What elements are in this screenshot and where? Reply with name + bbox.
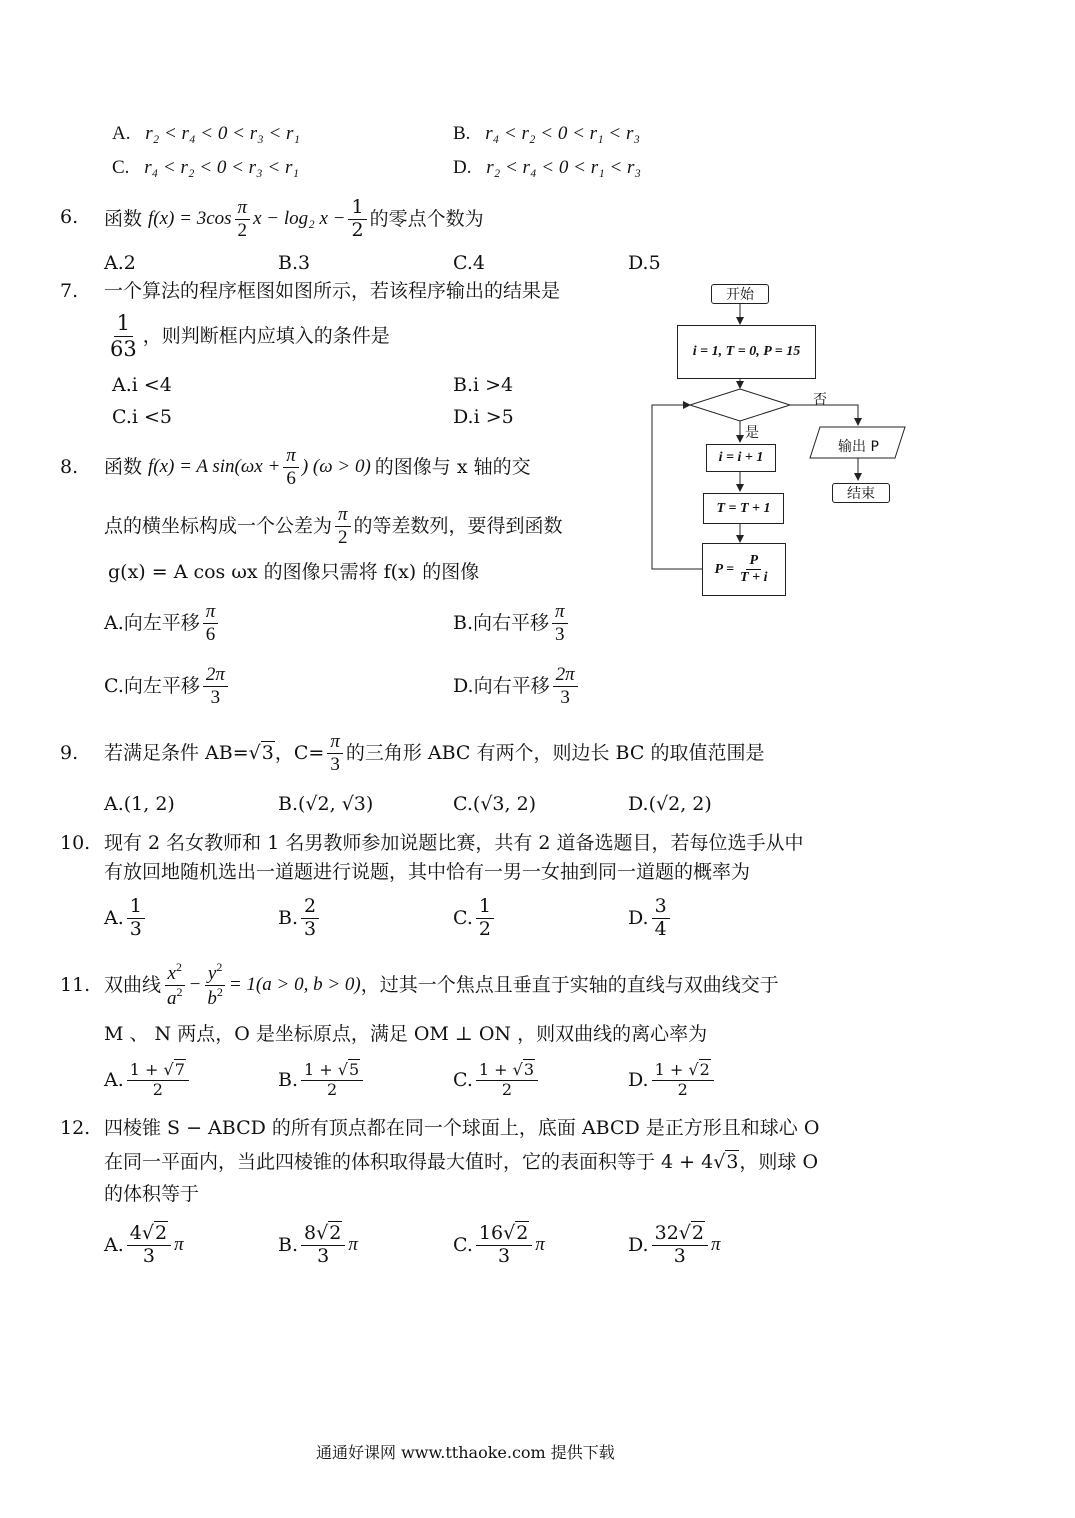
q11-number: 11.: [60, 974, 91, 996]
q12-opt-b-n: 8√2: [301, 1223, 345, 1246]
q11-opt-b-label: B.: [278, 1069, 299, 1091]
q8-opt-a-frac: [203, 601, 219, 646]
q6-two2: 2: [351, 218, 364, 241]
q11-opt-b-one: 1 +: [304, 1060, 338, 1080]
q8-expr: f(x) = A sin(ωx +: [148, 456, 281, 477]
q6-frac-half: [348, 197, 366, 242]
q10-option-b: [278, 890, 322, 946]
q8-option-c: [104, 659, 231, 713]
q12-line2: 在同一平面内，当此四棱锥的体积取得最大值时，它的表面积等于 4 + 4√3，则球 O: [104, 1151, 819, 1173]
q5-c-label: C.: [112, 157, 130, 178]
q11-opt-c-label: C.: [453, 1069, 473, 1091]
q5-b-text: r₄ < r₂ < 0 < r₁ < r₃: [485, 123, 640, 144]
q6-expr2: x − log₂ x −: [253, 208, 346, 229]
q11-b2: $b^2$: [207, 984, 223, 1009]
flow-step-p-d: T + i: [740, 570, 768, 585]
q8-cond: ) (ω > 0): [301, 456, 371, 477]
q9-root: √3: [248, 742, 274, 764]
q11-opt-a-root: 7: [174, 1060, 185, 1080]
q11-frac-x: [164, 961, 186, 1010]
q5-option-d: [453, 156, 641, 180]
q6-one: 1: [348, 197, 366, 220]
q10-opt-c-d: 2: [478, 917, 491, 940]
q12-opt-d-label: D.: [628, 1234, 649, 1256]
q5-a-label: A.: [112, 123, 131, 144]
q12-line2b: ，则球 O: [739, 1151, 819, 1173]
q10-opt-c-n: 1: [476, 896, 494, 919]
q10-opt-b-label: B.: [278, 907, 299, 929]
q8-option-a: [104, 596, 221, 650]
q8-opt-b-n: π: [552, 601, 568, 624]
q11-opt-d-n: 1 + √2: [652, 1061, 714, 1080]
q10-opt-c-frac: [476, 896, 494, 941]
q12-opt-b-coef: 8: [304, 1221, 317, 1244]
q6-option-b: B.3: [278, 252, 311, 274]
q5-d-text: r₂ < r₄ < 0 < r₁ < r₃: [486, 157, 642, 178]
q12-line2-root: 3: [726, 1151, 739, 1173]
q7-frac: [107, 311, 140, 360]
q11-opt-c-n: 1 + √3: [476, 1061, 538, 1080]
q12-option-a: [104, 1214, 184, 1276]
q12-number: 12.: [60, 1117, 91, 1139]
q11-tail: ，过其一个焦点且垂直于实轴的直线与双曲线交于: [360, 974, 779, 996]
q5-b-label: B.: [453, 123, 471, 144]
q7-number: 7.: [60, 280, 79, 302]
footer-credit: 通通好课网 www.tthaoke.com 提供下载: [316, 1443, 615, 1462]
q8-opt-b-d: 3: [555, 623, 565, 645]
q11-opt-c-root: 3: [523, 1060, 535, 1080]
q12-opt-d-coef: 32: [654, 1221, 679, 1244]
q12-opt-d-n: 32√2: [652, 1223, 708, 1246]
q11-opt-b-frac: [301, 1061, 363, 1099]
q10-opt-d-n: 3: [652, 896, 670, 919]
q11-minus: −: [188, 974, 202, 995]
q12-option-c: [453, 1214, 545, 1276]
q11-x2: $x^2$: [165, 961, 185, 986]
q12-line2a: 在同一平面内，当此四棱锥的体积取得最大值时，它的表面积等于 4 + 4: [104, 1151, 714, 1173]
flow-step-p-lhs: P =: [714, 561, 735, 577]
q11-opt-d-one: 1 +: [654, 1060, 689, 1080]
q10-opt-b-frac: [301, 896, 319, 941]
q9-pi: π: [327, 731, 343, 754]
q8-opt-d-n: 2π: [553, 664, 578, 687]
q11-opt-a-d: 2: [152, 1079, 163, 1099]
q8-opt-d-text: D.向右平移: [453, 675, 550, 697]
q8-six: 6: [286, 467, 296, 489]
q11-opt-c-frac: [476, 1061, 538, 1099]
q5-d-label: D.: [453, 157, 472, 178]
q10-option-a: [104, 890, 148, 946]
q10-opt-b-d: 3: [304, 917, 317, 940]
q12-opt-a-root: 2: [154, 1221, 168, 1244]
flow-output: 输出 P: [838, 439, 879, 455]
q5-c-text: r₄ < r₂ < 0 < r₃ < r₁: [144, 157, 299, 178]
q10-opt-a-frac: [127, 896, 145, 941]
q8-opt-c-frac: [203, 664, 228, 709]
q12-opt-a-frac: [127, 1223, 171, 1268]
q11-option-a: [104, 1054, 192, 1106]
q10-opt-a-label: A.: [104, 907, 124, 929]
q8-opt-c-d: 3: [210, 686, 221, 708]
q11-opt-a-frac: [127, 1061, 189, 1099]
q11-opt-d-label: D.: [628, 1069, 649, 1091]
q11-option-b: [278, 1054, 366, 1106]
q8-frac2-n: π: [335, 504, 351, 527]
flow-no-label: 否: [813, 392, 827, 408]
q11-stem: [104, 957, 779, 1013]
q7-frac-n: 1: [114, 311, 133, 336]
q8-line3: g(x) = A cos ωx 的图像只需将 f(x) 的图像: [108, 561, 480, 583]
q7-option-d: D.i >5: [453, 406, 514, 428]
q9-option-c: C.(√3, 2): [453, 793, 537, 815]
q10-opt-a-d: 3: [129, 917, 142, 940]
q11-opt-a-n: 1 + √7: [127, 1061, 189, 1080]
q8-opt-d-d: 3: [560, 686, 570, 708]
q8-frac2: [335, 504, 351, 549]
q7-option-c: C.i <5: [112, 406, 173, 428]
q8-opt-a-text: A.向左平移: [104, 612, 200, 634]
q11-opt-b-root: 5: [348, 1060, 360, 1080]
q12-opt-d-pi: π: [711, 1234, 721, 1255]
q11-opt-d-root: 2: [699, 1060, 710, 1080]
q12-line3: 的体积等于: [104, 1183, 200, 1205]
q10-line2: 有放回地随机选出一道题进行说题，其中恰有一男一女抽到同一道题的概率为: [104, 861, 751, 883]
q8-option-b: [453, 596, 571, 650]
q7-option-a: A.i <4: [112, 374, 172, 396]
q11-opt-c-one: 1 +: [478, 1060, 513, 1080]
flow-yes-label: 是: [745, 425, 759, 441]
q12-line1: 四棱锥 S − ABCD 的所有顶点都在同一个球面上，底面 ABCD 是正方形且和球心 O: [104, 1117, 820, 1139]
q12-opt-c-pi: π: [535, 1234, 545, 1255]
q8-number: 8.: [60, 456, 79, 478]
q12-opt-c-n: 16√2: [476, 1223, 532, 1246]
q10-line1: 现有 2 名女教师和 1 名男教师参加说题比赛，共有 2 道备选题目，若每位选手从中: [104, 832, 804, 854]
q8-opt-a-n: π: [203, 601, 219, 624]
q12-opt-d-frac: [652, 1223, 708, 1268]
q12-opt-c-d: 3: [498, 1244, 511, 1267]
q10-opt-a-n: 1: [127, 896, 145, 919]
q8-opt-a-d: 6: [205, 623, 216, 645]
q6-two: 2: [237, 219, 248, 241]
q12-opt-a-pi: π: [174, 1234, 184, 1255]
q5-option-c: [112, 156, 299, 180]
q10-option-d: [628, 890, 673, 946]
q10-opt-c-label: C.: [453, 907, 473, 929]
q7-option-b: B.i >4: [453, 374, 514, 396]
q9-tail: 的三角形 ABC 有两个，则边长 BC 的取值范围是: [345, 742, 765, 764]
q10-opt-d-label: D.: [628, 907, 649, 929]
q12-opt-a-n: 4√2: [127, 1223, 171, 1246]
q6-stem: [104, 192, 484, 246]
q8-pi: π: [283, 445, 299, 468]
flow-start: 开始: [711, 284, 769, 304]
q5-option-a: [112, 122, 300, 146]
q9-stem: [104, 726, 764, 780]
q11-opt-d-frac: [652, 1061, 714, 1099]
q9-lead: 若满足条件 AB=: [104, 742, 249, 764]
q7-frac-d: 63: [110, 336, 137, 361]
flow-end: 结束: [832, 483, 890, 503]
q10-opt-b-n: 2: [301, 896, 319, 919]
q12-opt-a-d: 3: [142, 1244, 155, 1267]
q8-line2: [104, 498, 563, 554]
q11-opt-a-label: A.: [104, 1069, 124, 1091]
q8-tail1: 的图像与 x 轴的交: [374, 456, 531, 478]
flow-init: i = 1, T = 0, P = 15: [677, 325, 816, 379]
q5-option-b: [453, 122, 640, 146]
q11-option-c: [453, 1054, 541, 1106]
q9-frac: [327, 731, 343, 776]
q8-line2b: 的等差数列，要得到函数: [353, 515, 563, 537]
q12-opt-b-pi: π: [348, 1234, 358, 1255]
q9-option-a: A.(1, 2): [104, 793, 175, 815]
q9-option-b: B.(√2, √3): [278, 793, 374, 815]
q12-opt-a-label: A.: [104, 1234, 124, 1256]
q11-opt-c-d: 2: [501, 1079, 513, 1099]
q11-line2: M 、 N 两点，O 是坐标原点，满足 OM ⊥ ON ，则双曲线的离心率为: [104, 1023, 708, 1045]
q7-line1: 一个算法的程序框图如图所示，若该程序输出的结果是: [104, 280, 561, 302]
q9-root3: 3: [261, 742, 274, 764]
q11-a2: $a^2$: [167, 984, 183, 1009]
q6-tail: 的零点个数为: [369, 208, 484, 230]
q12-opt-a-coef: 4: [129, 1221, 142, 1244]
q8-line2a: 点的横坐标构成一个公差为: [104, 515, 333, 537]
q12-option-b: [278, 1214, 358, 1276]
q8-line1: [104, 440, 531, 494]
q8-opt-b-text: B.向右平移: [453, 612, 550, 634]
q12-opt-c-coef: 16: [478, 1221, 504, 1244]
q6-number: 6.: [60, 206, 79, 228]
flow-step-p: [702, 543, 786, 596]
q12-opt-d-d: 3: [673, 1244, 686, 1267]
q8-frac2-d: 2: [338, 526, 348, 548]
q12-opt-c-frac: [476, 1223, 532, 1268]
q9-number: 9.: [60, 742, 79, 764]
q10-option-c: [453, 890, 497, 946]
q6-option-a: A.2: [104, 252, 136, 274]
q6-option-d: D.5: [628, 252, 661, 274]
q8-opt-c-text: C.向左平移: [104, 675, 200, 697]
q8-opt-d-frac: [553, 664, 578, 709]
q8-opt-b-frac: [552, 601, 568, 646]
q11-opt-b-n: 1 + √5: [301, 1061, 363, 1080]
q10-opt-d-frac: [652, 896, 670, 941]
q6-frac-pi: [235, 197, 251, 242]
q12-opt-c-root: 2: [516, 1221, 529, 1244]
q7-line2: [104, 306, 390, 366]
q6-option-c: C.4: [453, 252, 485, 274]
q5-a-text: r₂ < r₄ < 0 < r₃ < r₁: [145, 123, 301, 144]
q9-mid: ，C=: [274, 742, 325, 764]
q11-lead: 双曲线: [104, 974, 162, 996]
q10-opt-d-d: 4: [654, 917, 667, 940]
q8-frac: [283, 445, 299, 490]
q11-frac-y: [204, 961, 226, 1010]
q12-option-d: [628, 1214, 721, 1276]
q11-opt-a-one: 1 +: [129, 1060, 164, 1080]
q12-opt-b-root: 2: [329, 1221, 342, 1244]
flow-step-p-frac: [737, 553, 770, 586]
q11-cond: = 1(a > 0, b > 0): [228, 974, 361, 995]
flow-step-t: T = T + 1: [703, 493, 784, 524]
q11-option-d: [628, 1054, 717, 1106]
flow-step-i: i = i + 1: [706, 444, 776, 472]
q7-line2-text: ，则判断框内应填入的条件是: [142, 325, 390, 347]
flow-step-p-n: P: [746, 553, 761, 570]
q8-option-d: [453, 659, 581, 713]
q8-lead: 函数: [104, 456, 143, 478]
q8-opt-c-n: 2π: [203, 664, 228, 687]
q6-pi: π: [235, 197, 251, 220]
q9-three: 3: [330, 753, 340, 775]
q12-opt-b-d: 3: [317, 1244, 330, 1267]
q10-number: 10.: [60, 832, 91, 854]
q11-opt-d-d: 2: [677, 1079, 688, 1099]
q12-opt-b-frac: [301, 1223, 345, 1268]
q12-opt-d-root: 2: [691, 1221, 704, 1244]
q6-lead: 函数: [104, 208, 143, 230]
q11-opt-b-d: 2: [327, 1079, 338, 1099]
q6-expr1: f(x) = 3cos: [148, 208, 232, 229]
q12-opt-b-label: B.: [278, 1234, 299, 1256]
q12-opt-c-label: C.: [453, 1234, 473, 1256]
q11-y2: $y^2$: [205, 961, 225, 986]
q9-option-d: D.(√2, 2): [628, 793, 712, 815]
